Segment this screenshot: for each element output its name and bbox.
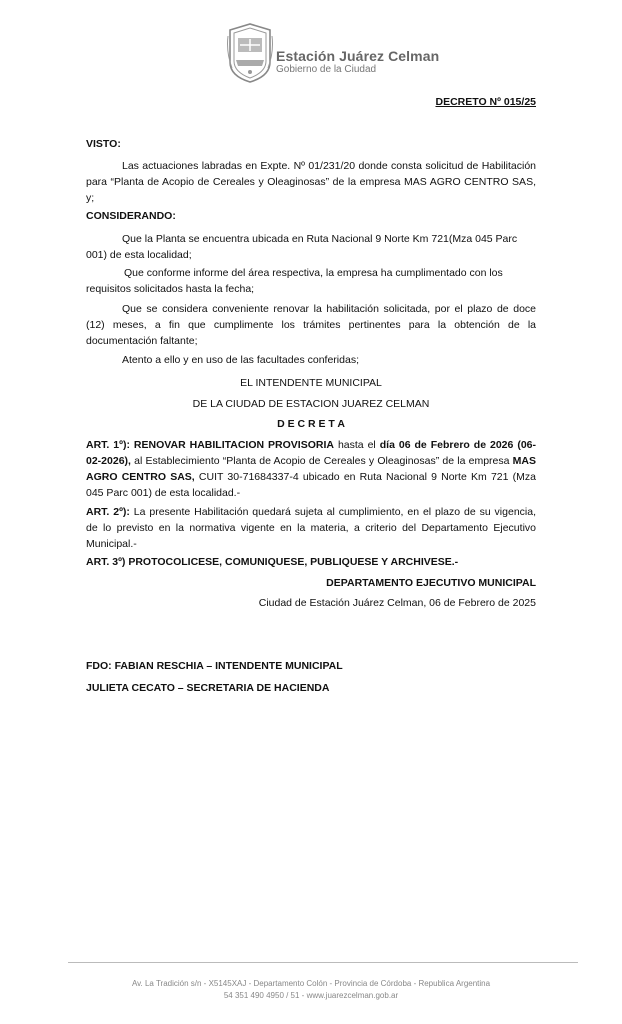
decree-number: DECRETO Nº 015/25 [435, 96, 536, 108]
article-1-company: MAS AGRO CENTRO SAS, [86, 455, 536, 483]
signature-line-1: FDO: FABIAN RESCHIA – INTENDENTE MUNICIPAL [86, 660, 343, 672]
article-1-date: día 06 de Febrero de 2026 (06-02-2026), [86, 439, 536, 467]
decreta-heading: D E C R E T A [277, 418, 345, 430]
considerando-p3: Que se considera conveniente renovar la habilitación solicitada, por el plazo de doce (12) meses, a fin que cumplimente los trámites pertinentes para la obtención de la documentación faltante; [86, 303, 536, 347]
closing-place-date: Ciudad de Estación Juárez Celman, 06 de Febrero de 2025 [258, 597, 536, 609]
considerando-p4: Atento a ello y en uso de las facultades conferidas; [122, 354, 359, 366]
footer-address: Av. La Tradición s/n - X5145XAJ - Departamento Colón - Provincia de Córdoba - Republica Argentina [131, 979, 491, 988]
authority-line2: DE LA CIUDAD DE ESTACION JUAREZ CELMAN [192, 398, 430, 410]
signature-line-2: JULIETA CECATO – SECRETARIA DE HACIENDA [86, 682, 330, 694]
footer-divider [68, 962, 578, 963]
closing-department: DEPARTAMENTO EJECUTIVO MUNICIPAL [326, 577, 536, 589]
visto-heading: VISTO: [86, 138, 121, 150]
article-1-text-a: hasta el [333, 439, 380, 451]
org-name: Estación Juárez Celman [276, 48, 440, 64]
article-3: ART. 3º) PROTOCOLICESE, COMUNIQUESE, PUBLIQUESE Y ARCHIVESE.- [86, 556, 459, 568]
article-1-text-c: CUIT 30-71684337-4 ubicado en Ruta Nacional 9 Norte Km 721 (Mza 045 Parc 001) de esta localidad.- [86, 471, 536, 499]
considerando-p2: Que conforme informe del área respectiva, la empresa ha cumplimentado con los requisitos solicitados hasta la fecha; [86, 267, 503, 295]
considerando-heading: CONSIDERANDO: [86, 210, 176, 222]
article-2 [86, 504, 536, 552]
article-2-label: ART. 2º): [86, 506, 130, 518]
footer-contact: 54 351 490 4950 / 51 - www.juarezcelman.gob.ar [223, 991, 399, 1000]
article-1-text-b: al Establecimiento “Planta de Acopio de Cereales y Oleaginosas” de la empresa [130, 455, 513, 467]
org-subtitle: Gobierno de la Ciudad [276, 64, 377, 75]
municipal-shield-logo [224, 22, 276, 84]
authority-line1: EL INTENDENTE MUNICIPAL [240, 377, 382, 389]
article-2-text: La presente Habilitación quedará sujeta al cumplimiento, en el plazo de su vigencia, de lo previsto en la normativa vigente en la materia, a criterio del Departamento Ejecutivo Municipal.- [86, 506, 536, 550]
visto-text: Las actuaciones labradas en Expte. Nº 01/231/20 donde consta solicitud de Habilitación para “Planta de Acopio de Cereales y Oleaginosas” de la empresa MAS AGRO CENTRO SAS, y; [86, 160, 536, 204]
article-1 [86, 437, 536, 501]
article-1-label: ART. 1º): RENOVAR HABILITACION PROVISORIA [86, 439, 334, 451]
considerando-p1: Que la Planta se encuentra ubicada en Ruta Nacional 9 Norte Km 721(Mza 045 Parc 001) de esta localidad; [86, 233, 518, 261]
